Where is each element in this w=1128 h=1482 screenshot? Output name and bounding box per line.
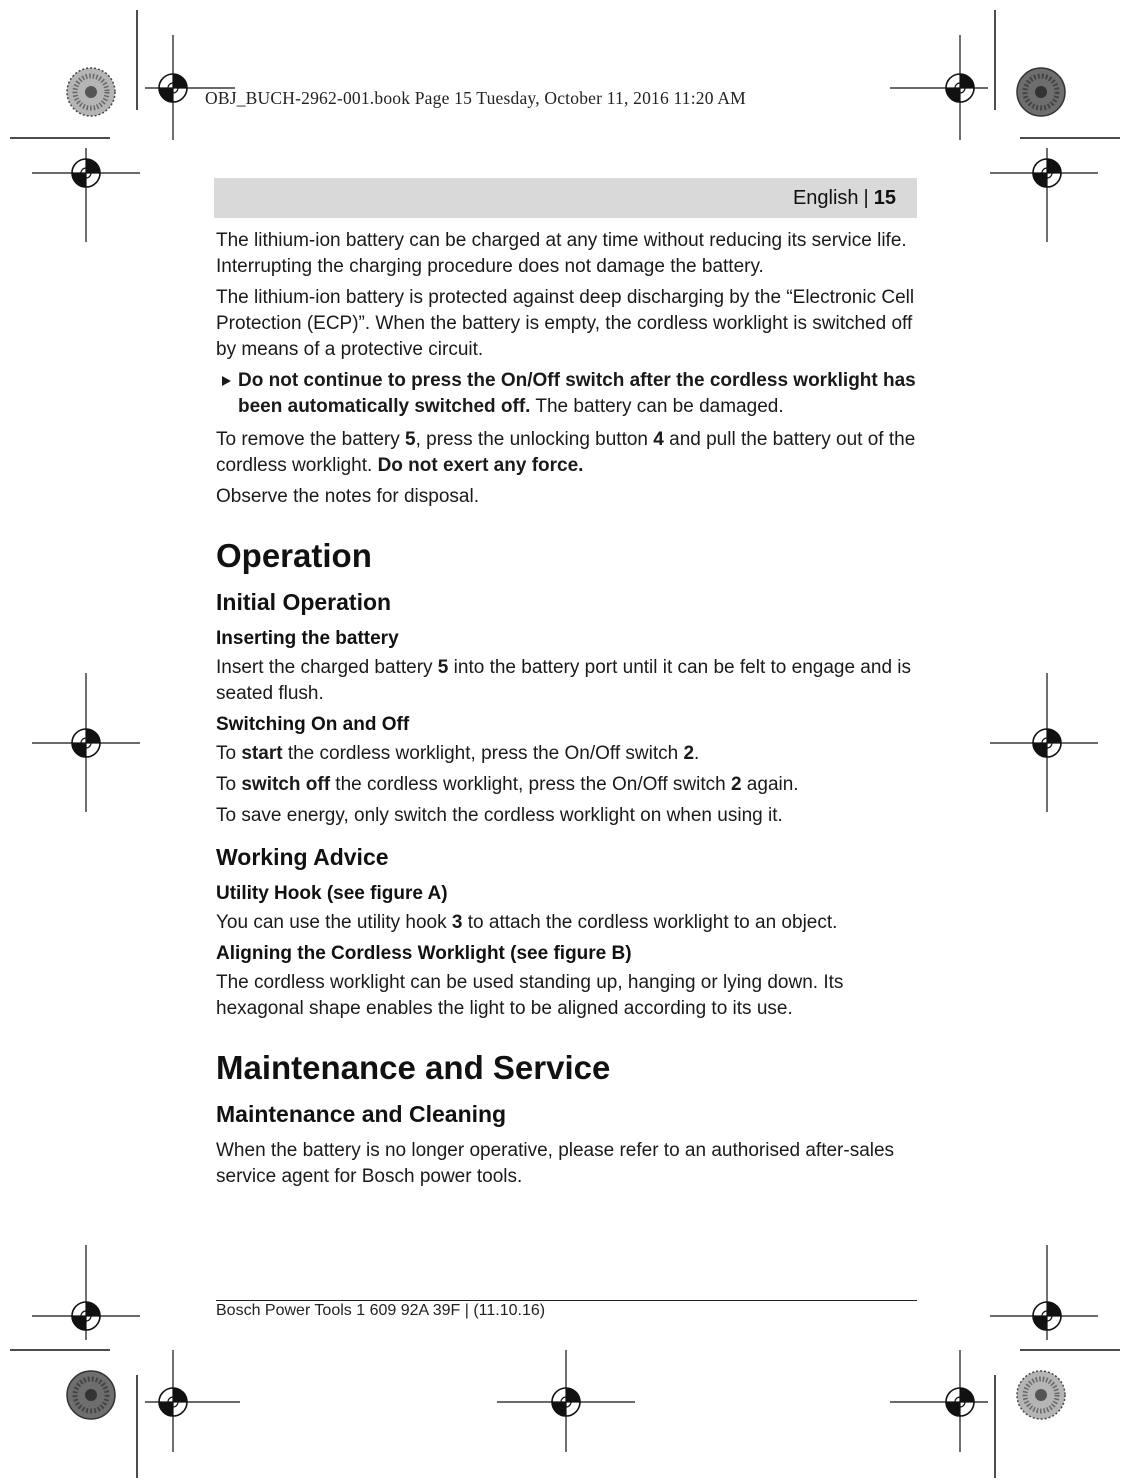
text-run: and pull the battery out of the cordless worklight. [216,429,916,476]
heading-maintenance-cleaning: Maintenance and Cleaning [216,1101,507,1127]
text-run: into the battery port until it can be felt to engage and is seated flush. [216,657,912,704]
header-separator: | [863,186,869,209]
text-run: . [694,743,700,764]
text-run: To remove the battery [216,429,406,450]
paragraph-start [216,741,916,767]
warning-bold-text: Do not continue to press the On/Off switch after the cordless worklight has been automatically switched off. [238,370,916,417]
paragraph-aligning: The cordless worklight can be used standing up, hanging or lying down. Its hexagonal shape enables the light to be aligned according to its use. [216,972,844,1019]
paragraph-insert-battery [216,655,916,707]
header-language: English [792,186,859,209]
heading-initial-operation: Initial Operation [216,589,392,615]
heading-working-advice: Working Advice [216,844,389,870]
text-run: To [216,743,242,764]
paragraph-maintenance: When the battery is no longer operative, please refer to an authorised after-sales service agent for Bosch power tools. [216,1140,895,1187]
paragraph-charging: The lithium-ion battery can be charged at any time without reducing its service life. Interrupting the charging procedure does not damage the battery. [216,230,907,277]
ref-number: 2 [683,743,695,764]
ref-number: 4 [653,429,664,450]
text-run: Insert the charged battery [216,657,438,678]
paragraph-utility-hook [216,910,916,936]
page-header [214,178,917,218]
footer-rule [216,1300,917,1301]
ref-number: 2 [730,774,742,795]
emphasis-text: Do not exert any force. [377,455,584,476]
paragraph-switch-off [216,772,916,798]
warning-text: The battery can be damaged. [530,396,784,417]
heading-switching: Switching On and Off [216,714,410,735]
paragraph-save-energy: To save energy, only switch the cordless worklight on when using it. [216,805,783,826]
footer-text: Bosch Power Tools 1 609 92A 39F | (11.10.16) [216,1302,546,1319]
emphasis-text: start [241,743,283,764]
paragraph-remove-battery [216,427,916,479]
text-run: You can use the utility hook [216,912,452,933]
warning-item [216,368,916,420]
heading-operation: Operation [216,537,372,574]
text-run: to attach the cordless worklight to an object. [462,912,838,933]
text-run: the cordless worklight, press the On/Off switch [330,774,731,795]
paragraph-ecp: The lithium-ion battery is protected against deep discharging by the “Electronic Cell Protection (ECP)”. When the battery is empty, the cordless worklight is switched off by means of a protective circuit. [216,287,915,360]
page-number: 15 [873,186,896,209]
text-run: again. [741,774,799,795]
emphasis-text: switch off [241,774,331,795]
text-run: , press the unlocking button [415,429,654,450]
ref-number: 5 [437,657,449,678]
heading-aligning: Aligning the Cordless Worklight (see figure B) [216,943,632,964]
page-content [216,228,916,1195]
heading-inserting-battery: Inserting the battery [216,628,399,649]
print-slug: OBJ_BUCH-2962-001.book Page 15 Tuesday, October 11, 2016 11:20 AM [205,88,746,108]
bullet-triangle-icon [222,376,231,386]
heading-maintenance-service: Maintenance and Service [216,1049,611,1086]
text-run: the cordless worklight, press the On/Off switch [282,743,684,764]
ref-number: 5 [405,429,416,450]
ref-number: 3 [451,912,463,933]
paragraph-disposal: Observe the notes for disposal. [216,486,479,507]
heading-utility-hook: Utility Hook (see figure A) [216,883,448,904]
text-run: To [216,774,242,795]
